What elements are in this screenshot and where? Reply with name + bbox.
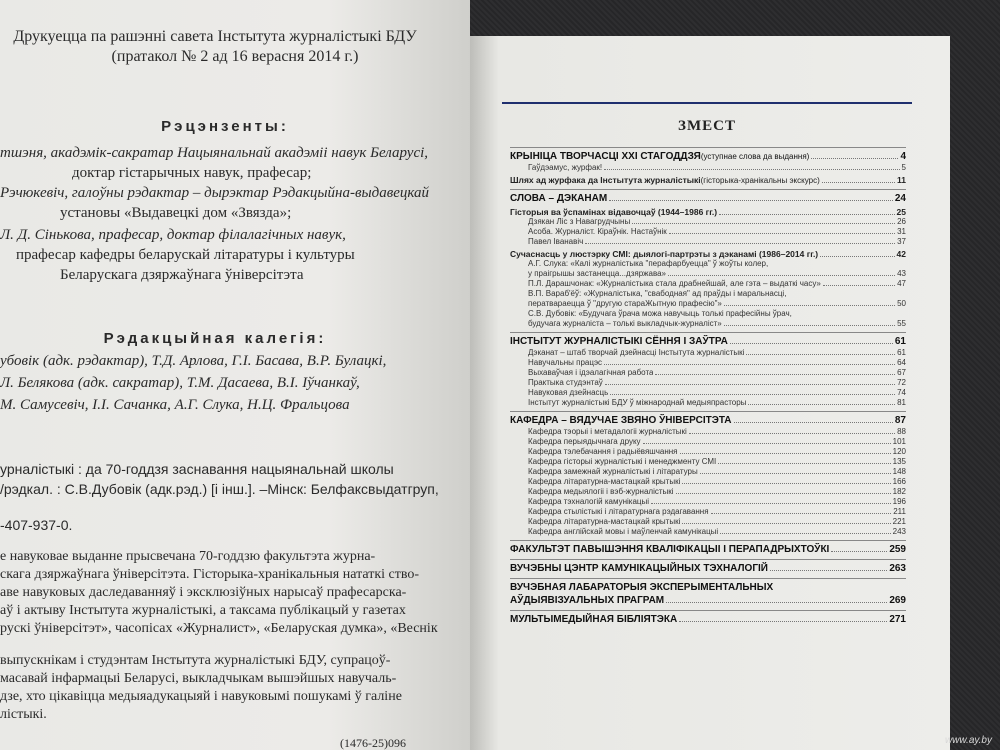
toc-page-number: 24 — [894, 193, 906, 204]
toc-entry — [510, 388, 906, 398]
toc-leader-dots — [676, 487, 891, 494]
toc-leader-dots — [770, 564, 887, 571]
annotation-line: лістыкі. — [0, 707, 47, 722]
isbn-line: -407-937-0. — [0, 517, 73, 533]
toc-entry-title: Выхаваўчая і ідэалагічная работа — [528, 368, 654, 377]
toc-entry-title: КАФЕДРА – ВЯДУЧАЕ ЗВЯНО ЎНІВЕРСІТЭТА — [510, 415, 732, 426]
approval-line: Друкуецца па рашэнні савета Інстытута журналістыкі БДУ — [13, 28, 417, 45]
toc-entry — [510, 237, 906, 247]
toc-entry — [510, 487, 906, 497]
annotation-line: е навуковае выданне прысвечана 70-годдзю факультэта журна- — [0, 549, 376, 564]
editorial-board-line: М. Самусевіч, І.І. Сачанка, А.Г. Слука, Н.Ц. Фральцова — [0, 397, 350, 413]
toc-entry — [510, 289, 906, 299]
toc-entry — [510, 477, 906, 487]
toc-entry — [510, 447, 906, 457]
toc-leader-dots — [604, 163, 899, 170]
toc-entry-note: (гісторыка-хранікальны экскурс) — [700, 176, 820, 185]
toc-leader-dots — [668, 269, 895, 276]
toc-entry — [510, 457, 906, 467]
toc-entry — [510, 259, 906, 269]
reviewer-line: Беларускага дзяржаўнага ўніверсітэта — [60, 267, 304, 283]
toc-entry-title: Кафедра стылістыкі і літаратурнага рэдагавання — [528, 507, 709, 516]
toc-entry-title: С.В. Дубовік: «Будучага ўрача можа навучыць толькі прафесійны ўрач, — [528, 309, 792, 318]
toc-entry-title: П.Л. Дарашчонак: «Журналістыка стала драбнейшай, але гэта – выдаткі часу» — [528, 279, 821, 288]
toc-leader-dots — [811, 152, 898, 159]
toc-leader-dots — [669, 227, 895, 234]
toc-leader-dots — [822, 176, 895, 183]
editorial-board-line: убовік (адк. рэдактар), Т.Д. Арлова, Г.І. Басава, В.Р. Булацкі, — [0, 353, 387, 369]
toc-entry-title: ператвараецца ў "другую стараЖытную прафесію"» — [528, 299, 722, 308]
toc-entry-title: у праігрышы застанецца...дзяржава» — [528, 269, 667, 278]
toc-entry — [510, 309, 906, 319]
toc-leader-dots — [730, 337, 893, 344]
toc-leader-dots — [605, 378, 895, 385]
annotation-line: дзе, хто цікавіцца медыяадукацыяй і навуковымі пошукамі ў галіне — [0, 689, 402, 704]
toc-page-number: 55 — [897, 319, 906, 328]
toc-entry — [510, 497, 906, 507]
toc-entry-title: ВУЧЭБНАЯ ЛАБАРАТОРЫЯ ЭКСПЕРЫМЕНТАЛЬНЫХ — [510, 582, 774, 593]
toc-entry — [510, 147, 906, 163]
toc-entry — [510, 227, 906, 237]
toc-entry — [510, 279, 906, 289]
toc-entry — [510, 378, 906, 388]
toc-entry — [510, 207, 906, 217]
toc-entry-title: Кафедра гісторыі журналістыкі і менеджменту СМІ — [528, 457, 717, 466]
toc-entry-title: Гісторыя ва ўспамінах відавочцаў (1944–1986 гг.) — [510, 207, 718, 217]
toc-entry-title: ІНСТЫТУТ ЖУРНАЛІСТЫКІ СЁННЯ І ЗАЎТРА — [510, 336, 728, 347]
reviewer-line: установы «Выдавецкі дом «Звязда»; — [60, 205, 292, 221]
toc-entry — [510, 437, 906, 447]
toc-leader-dots — [700, 467, 891, 474]
toc-entry-note: (уступнае слова да выдання) — [700, 152, 810, 161]
toc-entry-title: МУЛЬТЫМЕДЫЙНАЯ БІБЛІЯТЭКА — [510, 614, 678, 625]
toc-title: ЗМЕСТ — [678, 118, 736, 134]
toc-page-number: 120 — [892, 447, 906, 456]
toc-page-number: 211 — [893, 507, 906, 516]
toc-entry-title: АЎДЫЯВІЗУАЛЬНЫХ ПРАГРАМ — [510, 595, 665, 606]
toc-entry-title: Павел Іванавіч — [528, 237, 584, 246]
toc-entry-title: Практыка студэнтаў — [528, 378, 603, 387]
annotation-line: рускі ўніверсітэт», часопісах «Журналист», «Беларуская думка», «Веснік — [0, 621, 438, 636]
toc-leader-dots — [831, 545, 887, 552]
toc-entry-title: ВУЧЭБНЫ ЦЭНТР КАМУНІКАЦЫЙНЫХ ТЭХНАЛОГІЙ — [510, 563, 768, 574]
toc-leader-dots — [666, 596, 887, 603]
top-rule — [502, 102, 912, 104]
toc-entry — [510, 163, 906, 173]
toc-entry — [510, 578, 906, 594]
toc-entry — [510, 517, 906, 527]
toc-leader-dots — [770, 259, 904, 266]
toc-page-number: 263 — [889, 563, 906, 574]
toc-entry — [510, 358, 906, 368]
toc-leader-dots — [711, 507, 892, 514]
toc-page-number: 61 — [894, 336, 906, 347]
toc-page-number: 11 — [897, 175, 906, 185]
toc-entry — [510, 527, 906, 537]
annotation-line: скага дзяржаўнага ўніверсітэта. Гісторыка-хранікальныя нататкі ство- — [0, 567, 420, 582]
toc-entry-title: Дэканат – штаб творчай дзейнасці Інстытута журналістыкі — [528, 348, 745, 357]
toc-page-number: 64 — [897, 358, 906, 367]
toc-entry-title: будучага журналіста – толькі выкладчык-журналіст» — [528, 319, 722, 328]
toc-page-number: 196 — [892, 497, 906, 506]
toc-entry-title: Кафедра медыялогіі і вэб-журналістыкі — [528, 487, 674, 496]
toc-leader-dots — [820, 250, 894, 257]
toc-leader-dots — [724, 299, 895, 306]
classification-code: (1476-25)096 — [340, 736, 406, 750]
toc-entry — [510, 398, 906, 408]
toc-entry — [510, 368, 906, 378]
toc-page-number: 5 — [901, 163, 906, 172]
toc-entry-title: Асоба. Журналіст. Кіраўнік. Настаўнік — [528, 227, 667, 236]
toc-page-number: 135 — [892, 457, 906, 466]
reviewers-heading: Рэцэнзенты: — [161, 118, 289, 135]
toc-leader-dots — [794, 309, 904, 316]
table-of-contents — [510, 144, 906, 626]
toc-leader-dots — [609, 194, 893, 201]
toc-page-number: 243 — [892, 527, 906, 536]
toc-leader-dots — [734, 416, 893, 423]
toc-entry-title: Дзякан Ліс з Навагрудчыны — [528, 217, 631, 226]
toc-leader-dots — [823, 279, 895, 286]
annotation-line: аве навуковых даследаванняў і эксклюзіўных нарысаў прафесарска- — [0, 585, 407, 600]
toc-entry — [510, 507, 906, 517]
toc-leader-dots — [746, 348, 895, 355]
reviewer-line: тшэня, акадэмік-сакратар Нацыянальнай акадэміі навук Беларусі, — [0, 145, 429, 161]
toc-leader-dots — [689, 427, 895, 434]
toc-entry — [510, 348, 906, 358]
catalog-line: урналістыкі : да 70-годдзя заснавання нацыянальнай школы — [0, 461, 394, 477]
toc-page-number: 31 — [897, 227, 906, 236]
annotation-line: масавай інфармацыі Беларусі, выкладчыкам вышэйшых навучаль- — [0, 671, 397, 686]
toc-leader-dots — [655, 368, 895, 375]
toc-entry-title: Кафедра перыядычнага друку — [528, 437, 641, 446]
toc-leader-dots — [682, 517, 890, 524]
toc-entry-title: Кафедра тэлебачання і радыёвяшчання — [528, 447, 678, 456]
toc-entry — [510, 319, 906, 329]
right-page — [470, 36, 950, 750]
toc-entry-title: ФАКУЛЬТЭТ ПАВЫШЭННЯ КВАЛІФІКАЦЫІ І ПЕРАПАДРЫХТОЎКІ — [510, 544, 830, 555]
toc-page-number: 81 — [897, 398, 906, 407]
toc-entry — [510, 299, 906, 309]
reviewer-line: Рэчюкевіч, галоўны рэдактар – дырэктар Рэдакцыйна-выдавецкай — [0, 185, 430, 201]
catalog-line: /рэдкал. : С.В.Дубовік (адк.рэд.) [і інш.]. –Мінск: Белфаксвыдатгруп, — [0, 481, 439, 497]
editorial-board-line: Л. Белякова (адк. сакратар), Т.М. Дасаева, В.І. Іўчанкаў, — [0, 375, 360, 391]
toc-page-number: 50 — [897, 299, 906, 308]
toc-leader-dots — [632, 217, 895, 224]
toc-leader-dots — [651, 497, 891, 504]
protocol-line: (пратакол № 2 ад 16 верасня 2014 г.) — [111, 48, 359, 65]
toc-page-number: 269 — [889, 595, 906, 606]
editorial-board-heading: Рэдакцыйная калегія: — [103, 330, 327, 347]
toc-leader-dots — [724, 319, 895, 326]
toc-leader-dots — [719, 208, 894, 215]
toc-leader-dots — [585, 237, 895, 244]
toc-entry-title: Кафедра літаратурна-мастацкай крытыкі — [528, 477, 681, 486]
toc-page-number: 271 — [889, 614, 906, 625]
toc-page-number: 4 — [900, 151, 906, 162]
toc-leader-dots — [604, 358, 895, 365]
toc-entry — [510, 427, 906, 437]
reviewer-line: доктар гістарычных навук, прафесар; — [72, 165, 312, 181]
toc-page-number: 259 — [889, 544, 906, 555]
toc-page-number: 61 — [897, 348, 906, 357]
toc-entry-title: А.Г. Слука: «Калі журналістыка "перафарбуецца" ў жоўты колер, — [528, 259, 769, 268]
annotation-line: выпускнікам і студэнтам Інстытута журналістыкі БДУ, супрацоў- — [0, 653, 391, 668]
toc-entry-title: Сучаснасць у люстэрку СМІ: дыялогі-партрэты з дэканамі (1986–2014 гг.) — [510, 249, 819, 259]
watermark: www.ay.by — [944, 735, 992, 746]
toc-page-number: 47 — [897, 279, 906, 288]
toc-page-number: 182 — [892, 487, 906, 496]
annotation-line: аў і актыву Інстытута журналістыкі, а таксама публікацый у газетах — [0, 603, 406, 618]
toc-entry — [510, 594, 906, 607]
toc-leader-dots — [788, 289, 904, 296]
toc-page-number: 42 — [896, 249, 906, 259]
toc-entry-title: Кафедра літаратурна-мастацкай крытыкі — [528, 517, 681, 526]
toc-page-number: 148 — [892, 467, 906, 476]
toc-entry-title: Шлях ад журфака да Інстытута журналістыкі — [510, 175, 701, 185]
toc-leader-dots — [682, 477, 890, 484]
toc-entry — [510, 217, 906, 227]
toc-entry — [510, 332, 906, 348]
toc-entry-title: Гаўдэамус, журфак! — [528, 163, 603, 172]
toc-entry — [510, 411, 906, 427]
toc-page-number: 43 — [897, 269, 906, 278]
toc-page-number: 74 — [897, 388, 906, 397]
toc-leader-dots — [610, 388, 895, 395]
toc-entry-title: Навуковая дзейнасць — [528, 388, 609, 397]
toc-entry-title: КРЫНІЦА ТВОРЧАСЦІ XXI СТАГОДДЗЯ — [510, 151, 701, 162]
toc-page-number: 26 — [897, 217, 906, 226]
reviewer-line: Л. Д. Сінькова, прафесар, доктар філалагічных навук, — [0, 227, 346, 243]
toc-page-number: 101 — [892, 437, 906, 446]
reviewer-line: прафесар кафедры беларускай літаратуры і культуры — [16, 247, 355, 263]
toc-entry-title: Кафедра англійскай мовы і маўленчай камунікацыі — [528, 527, 719, 536]
toc-entry — [510, 189, 906, 205]
left-page — [0, 0, 470, 750]
toc-leader-dots — [718, 457, 890, 464]
toc-entry-title: СЛОВА – ДЭКАНАМ — [510, 193, 608, 204]
toc-page-number: 221 — [892, 517, 906, 526]
toc-entry — [510, 559, 906, 575]
toc-entry-title: Навучальны працэс — [528, 358, 603, 367]
toc-entry-title: Кафедра замежнай журналістыкі і літаратуры — [528, 467, 698, 476]
toc-leader-dots — [720, 527, 890, 534]
toc-page-number: 88 — [897, 427, 906, 436]
toc-entry — [510, 249, 906, 259]
toc-entry-title: В.П. Вараб'ёў: «Журналістыка, "свабодная" ад праўды і маральнасці, — [528, 289, 787, 298]
toc-entry-title: Кафедра тэхналогій камунікацыі — [528, 497, 650, 506]
toc-entry — [510, 175, 906, 186]
toc-leader-dots — [679, 615, 887, 622]
toc-page-number: 87 — [894, 415, 906, 426]
toc-leader-dots — [775, 583, 904, 590]
toc-page-number: 72 — [897, 378, 906, 387]
toc-leader-dots — [643, 437, 891, 444]
toc-entry — [510, 467, 906, 477]
toc-entry — [510, 269, 906, 279]
toc-leader-dots — [680, 447, 891, 454]
toc-entry-title: Кафедра тэорыі і метадалогіі журналістыкі — [528, 427, 687, 436]
toc-page-number: 67 — [897, 368, 906, 377]
toc-page-number: 166 — [892, 477, 906, 486]
toc-leader-dots — [748, 398, 895, 405]
toc-page-number: 25 — [896, 207, 906, 217]
toc-page-number: 37 — [897, 237, 906, 246]
toc-entry — [510, 610, 906, 626]
toc-entry — [510, 540, 906, 556]
toc-entry-title: Інстытут журналістыкі БДУ ў міжнароднай медыяпрасторы — [528, 398, 747, 407]
